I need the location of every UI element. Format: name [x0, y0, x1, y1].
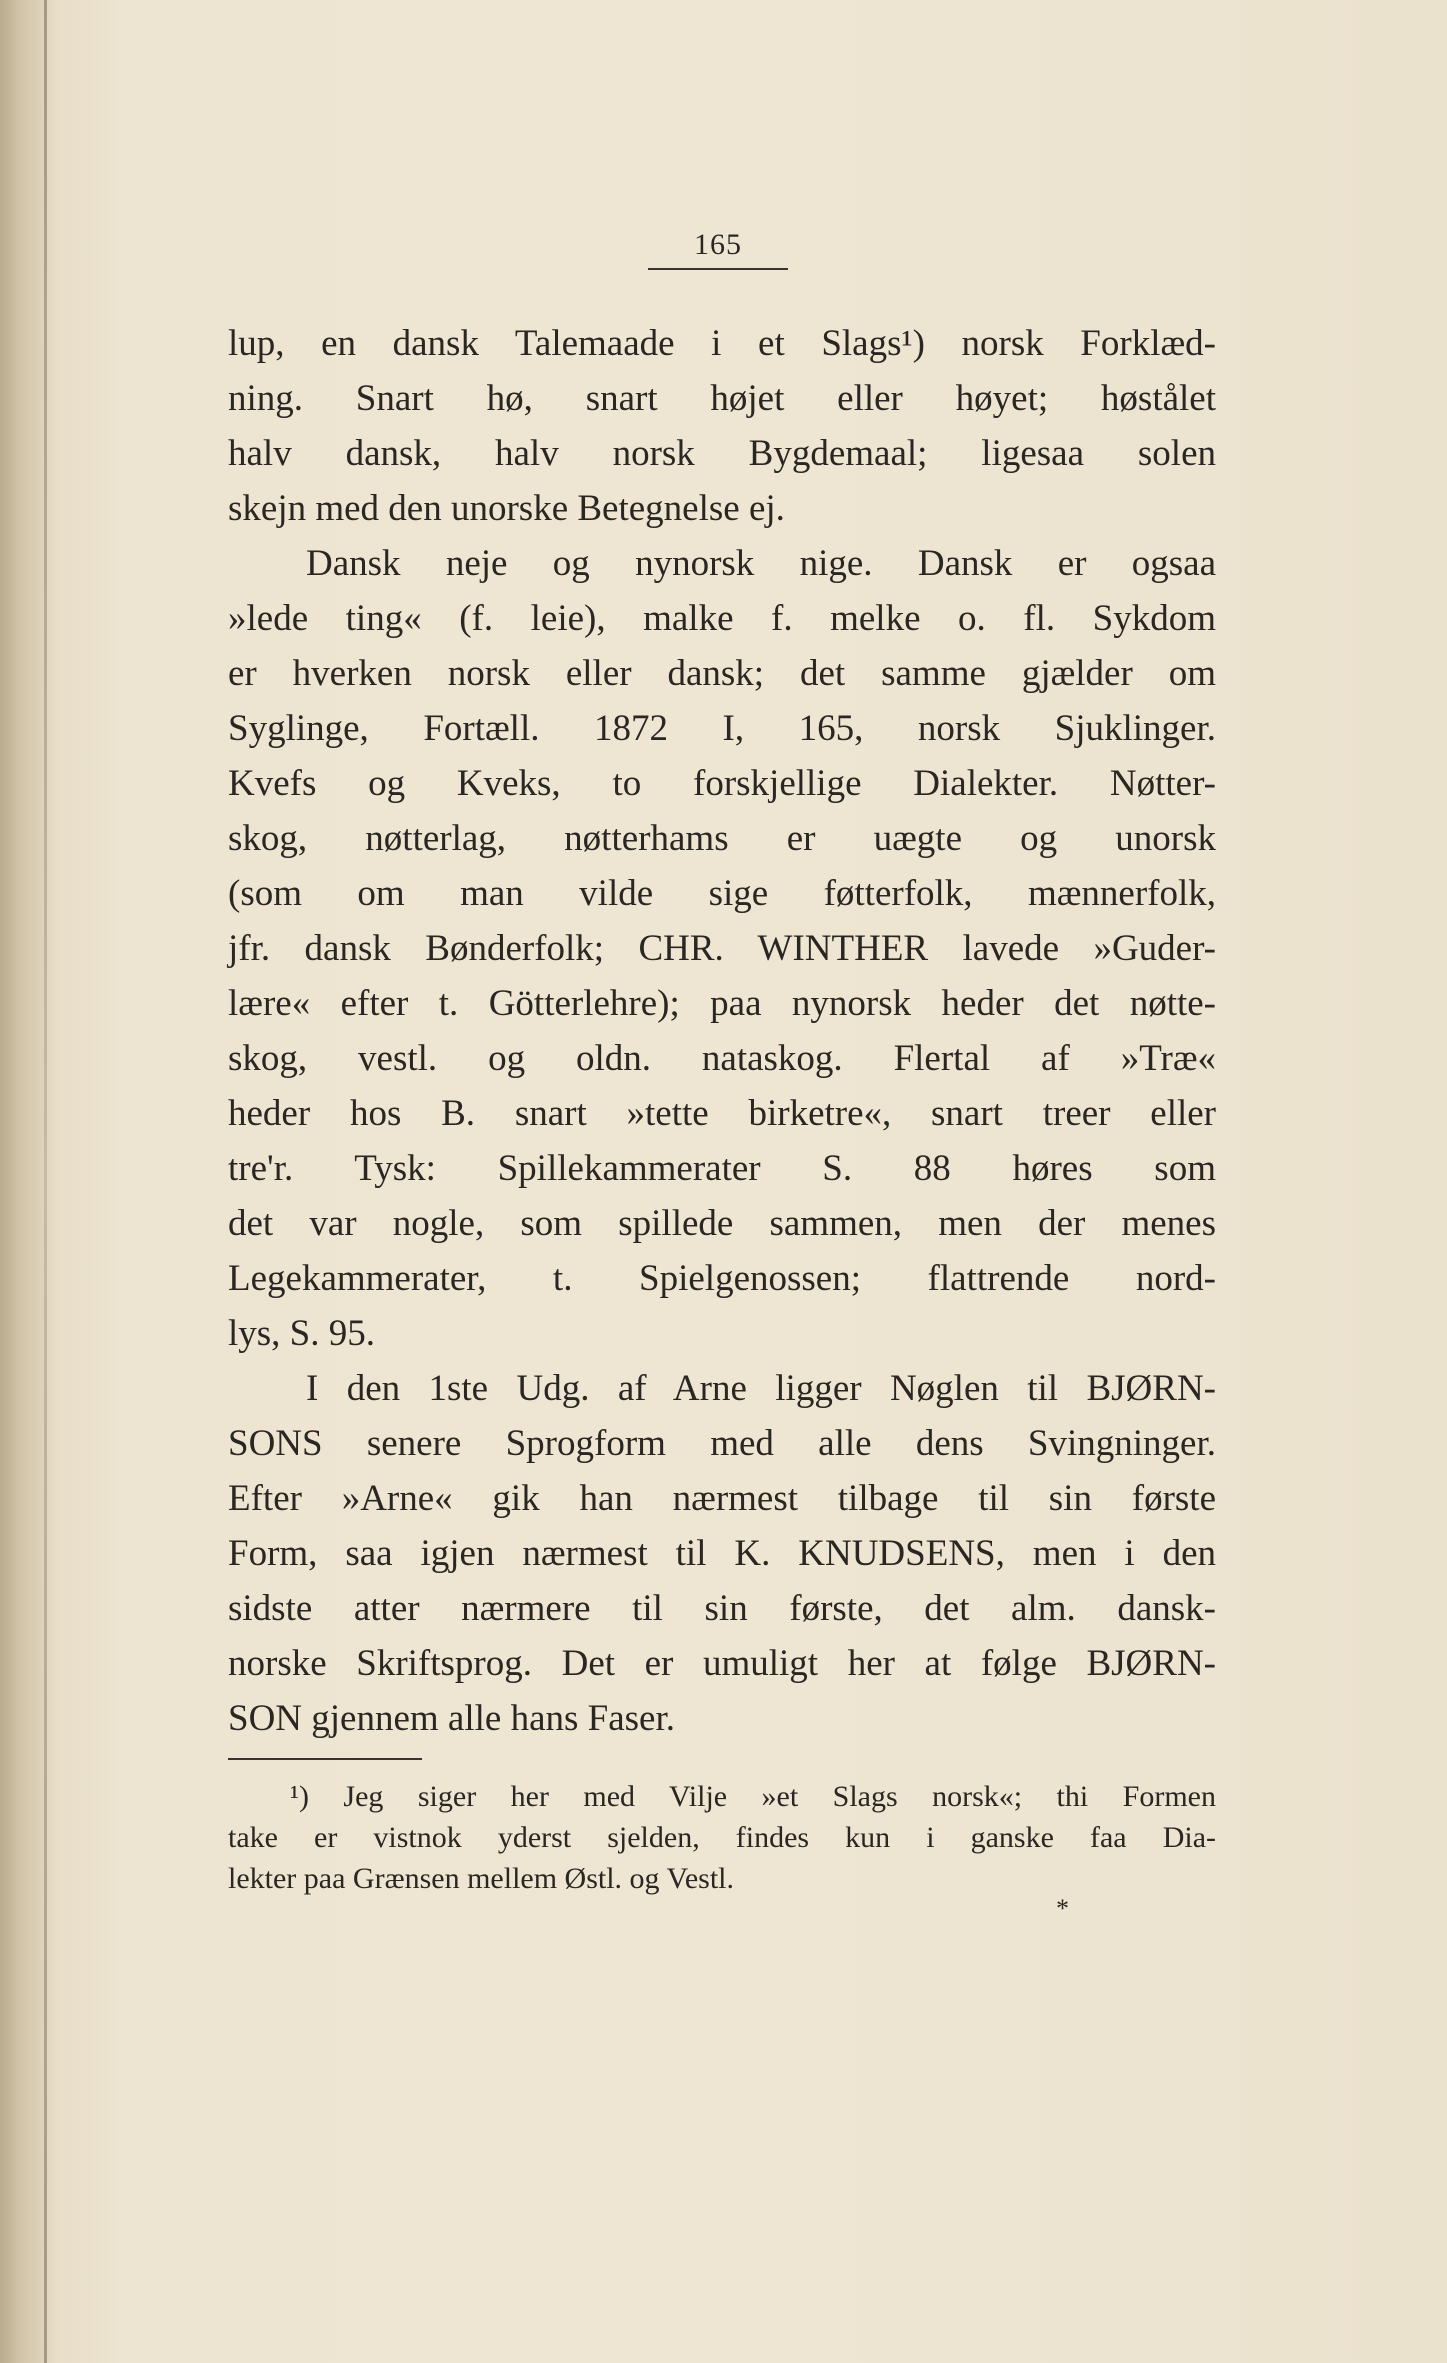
signature-mark: * — [1056, 1894, 1069, 1923]
text-line: skog, nøtterlag, nøtterhams er uægte og unorsk — [228, 818, 1216, 859]
text-line: er hverken norsk eller dansk; det samme gjælder om — [228, 653, 1216, 694]
text-line: sidste atter nærmere til sin første, det alm. dansk- — [228, 1588, 1216, 1629]
footnote-line: take er vistnok yderst sjelden, findes kun i ganske faa Dia- — [228, 1821, 1216, 1854]
book-spine-shadow — [0, 0, 56, 2363]
text-line: Legekammerater, t. Spielgenossen; flattrende nord- — [228, 1258, 1216, 1299]
text-line: Kvefs og Kveks, to forskjellige Dialekter. Nøtter- — [228, 763, 1216, 804]
text-line: SON gjennem alle hans Faser. — [228, 1698, 675, 1739]
text-line: det var nogle, som spillede sammen, men der menes — [228, 1203, 1216, 1244]
text-line: »lede ting« (f. leie), malke f. melke o. fl. Sykdom — [228, 598, 1216, 639]
binding-edge — [44, 0, 47, 2363]
text-line: skog, vestl. og oldn. nataskog. Flertal af »Træ« — [228, 1038, 1216, 1079]
text-line: (som om man vilde sige føtterfolk, mænnerfolk, — [228, 873, 1216, 914]
text-line: Dansk neje og nynorsk nige. Dansk er ogsaa — [306, 543, 1216, 584]
text-line: Efter »Arne« gik han nærmest tilbage til sin første — [228, 1478, 1216, 1519]
text-line: SONS senere Sprogform med alle dens Svingninger. — [228, 1423, 1216, 1464]
text-line: lup, en dansk Talemaade i et Slags¹) norsk Forklæd- — [228, 323, 1216, 364]
text-line: halv dansk, halv norsk Bygdemaal; ligesaa solen — [228, 433, 1216, 474]
header-rule — [648, 268, 788, 270]
text-line: ning. Snart hø, snart højet eller høyet; høstålet — [228, 378, 1216, 419]
text-line: I den 1ste Udg. af Arne ligger Nøglen til BJØRN- — [306, 1368, 1216, 1409]
text-line: Syglinge, Fortæll. 1872 I, 165, norsk Sjuklinger. — [228, 708, 1216, 749]
footnotes — [228, 1776, 1216, 1899]
text-line: lys, S. 95. — [228, 1313, 376, 1354]
footnote-rule — [228, 1758, 422, 1760]
page-number: 165 — [694, 228, 742, 261]
text-line: lære« efter t. Götterlehre); paa nynorsk heder det nøtte- — [228, 983, 1216, 1024]
footnote-line: ¹) Jeg siger her med Vilje »et Slags norsk«; thi Formen — [290, 1780, 1216, 1813]
text-line: tre'r. Tysk: Spillekammerater S. 88 høres som — [228, 1148, 1216, 1189]
footnote-line: lekter paa Grænsen mellem Østl. og Vestl. — [228, 1862, 735, 1895]
text-line: jfr. dansk Bønderfolk; CHR. WINTHER lavede »Guder- — [228, 928, 1216, 969]
text-line: Form, saa igjen nærmest til K. KNUDSENS, men i den — [228, 1533, 1216, 1574]
text-line: heder hos B. snart »tette birketre«, snart treer eller — [228, 1093, 1216, 1134]
text-line: norske Skriftsprog. Det er umuligt her at følge BJØRN- — [228, 1643, 1216, 1684]
body-text — [228, 316, 1216, 1746]
text-line: skejn med den unorske Betegnelse ej. — [228, 488, 785, 529]
